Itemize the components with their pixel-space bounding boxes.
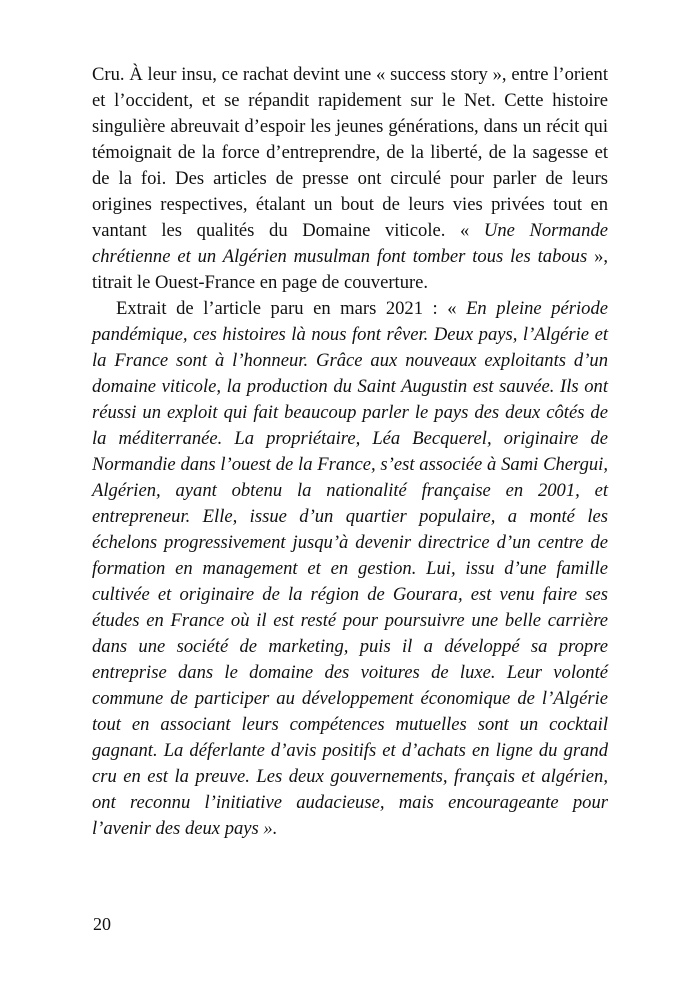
paragraph-1-text-start: Cru. À leur insu, ce rachat devint une « success story », entre l’orient et l’occident, et se répandit rapidement sur le Net. Cette histoire singulière abreuvait d’espoir les jeunes générations, dans un récit qui témoignait de la force d’entreprendre, de la liberté, de la sagesse et de la foi. Des articles de presse ont circulé pour parler de leurs origines respectives, étalant un bout de leurs vies privées tout en vantant les qualités du Domaine viticole. « [92, 64, 608, 241]
article-extract-lead: Extrait de l’article paru en mars 2021 : « [116, 298, 467, 319]
page-number: 20 [93, 914, 111, 934]
newspaper-headline-quote: Une Normande chrétienne et un Algérien musulman font tomber tous les tabous [92, 220, 608, 267]
body-paragraph-2 [92, 296, 608, 842]
paragraph-1-text-end: », titrait le Ouest-France en page de couverture. [92, 246, 609, 293]
article-extract-quote: En pleine période pandémique, ces histoires là nous font rêver. Deux pays, l’Algérie et la France sont à l’honneur. Grâce aux nouveaux exploitants d’un domaine viticole, la production du Saint Augustin est sauvée. Ils ont réussi un exploit qui fait beaucoup parler le pays des deux côtés de la méditerranée. La propriétaire, Léa Becquerel, originaire de Normandie dans l’ouest de la France, s’est associée à Sami Chergui, Algérien, ayant obtenu la nationalité française en 2001, et entrepreneur. Elle, issue d’un quartier populaire, a monté les échelons progressivement jusqu’à devenir directrice d’un centre de formation en management et en gestion. Lui, issu d’une famille cultivée et originaire de la région de Gourara, est venu faire ses études en France où il est resté pour poursuivre une belle carrière dans une société de marketing, puis il a développé sa propre entreprise dans le domaine des voitures de luxe. Leur volonté commune de participer au développement économique de l’Algérie tout en associant leurs compétences mutuelles sont un cocktail gagnant. La déferlante d’avis positifs et d’achats en ligne du grand cru en est la preuve. Les deux gouvernements, français et algérien, ont reconnu l’initiative audacieuse, mais encourageante pour l’avenir des deux pays ». [92, 298, 608, 839]
document-page [92, 62, 608, 842]
body-paragraph-1 [92, 62, 608, 296]
